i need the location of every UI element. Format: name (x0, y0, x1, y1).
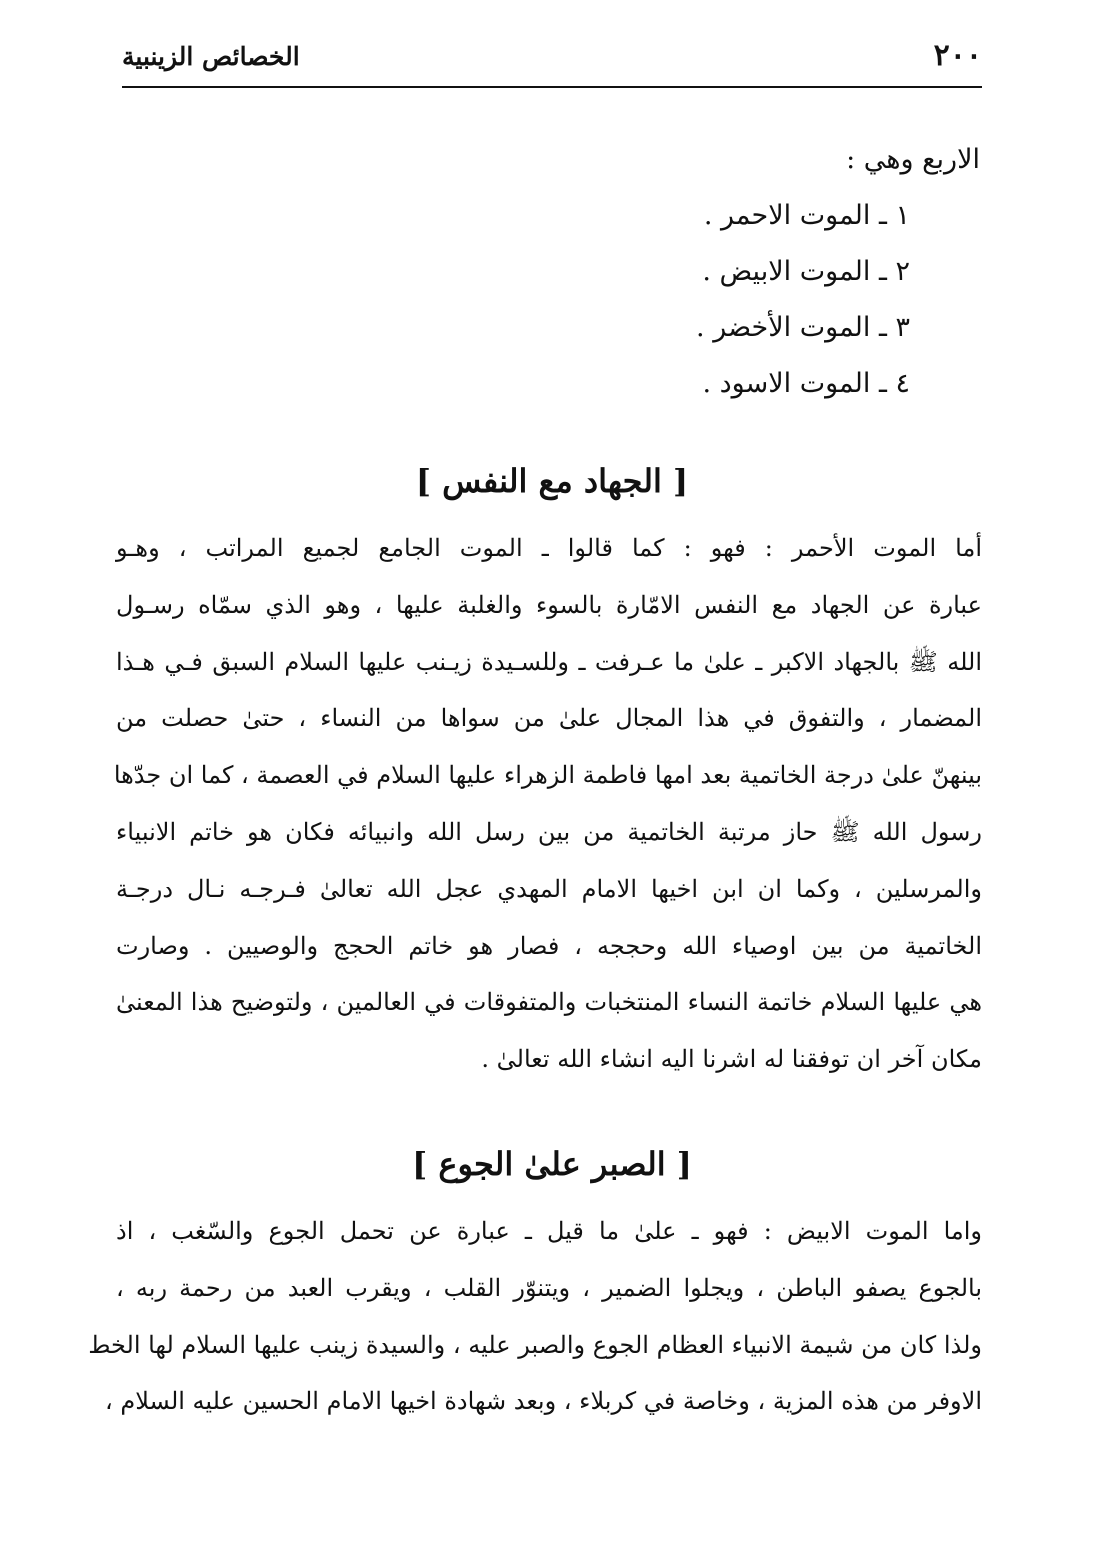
section-heading-jihad: [ الجهاد مع النفس ] (415, 462, 689, 500)
text-line: هي عليها السلام خاتمة النساء المنتخبات والمتفوقات في العالمين ، ولتوضيح هذا المعنىٰ (116, 988, 982, 1017)
list-item: ٤ ـ الموت الاسود . (702, 368, 910, 399)
header-rule (122, 86, 982, 88)
paragraph-patience (88, 1203, 982, 1430)
intro-block (120, 132, 980, 412)
death-types-list (120, 188, 980, 412)
text-line: الخاتمية من بين اوصياء الله وحججه ، فصار هو خاتم الحجج والوصيين . وصارت (116, 931, 982, 960)
text-line: واما الموت الابيض : فهو ـ علىٰ ما قيل ـ عبارة عن تحمل الجوع والسّغب ، اذ (116, 1217, 982, 1245)
text-line: بالجوع يصفو الباطن ، ويجلوا الضمير ، ويتنوّر القلب ، ويقرب العبد من رحمة ربه ، (116, 1273, 982, 1302)
running-title: الخصائص الزينبية (122, 42, 300, 71)
page-number: ٢٠٠ (933, 38, 982, 73)
text-line: أما الموت الأحمر : فهو : كما قالوا ـ الموت الجامع لجميع المراتب ، وهـو (116, 534, 982, 562)
list-item: ١ ـ الموت الاحمر . (703, 200, 910, 231)
text-line: ولذا كان من شيمة الانبياء العظام الجوع والصبر عليه ، والسيدة زينب عليها السلام لها الخط (88, 1330, 982, 1359)
page-header (122, 36, 982, 84)
text-line: مكان آخر ان توفقنا له اشرنا اليه انشاء الله تعالىٰ . (481, 1045, 982, 1074)
text-line: الاوفر من هذه المزية ، وخاصة في كربلاء ، وبعد شهادة اخيها الامام الحسين عليه السلام ، (104, 1387, 982, 1416)
text-line: عبارة عن الجهاد مع النفس الامّارة بالسوء والغلبة عليها ، وهو الذي سمّاه رسـول (116, 590, 982, 619)
text-line: والمرسلين ، وكما ان ابن اخيها الامام المهدي عجل الله تعالىٰ فـرجـه نـال درجـة (116, 874, 982, 903)
text-line: بينهنّ علىٰ درجة الخاتمية بعد امها فاطمة الزهراء عليها السلام في العصمة ، كما ان جدّها (113, 761, 982, 790)
section-heading-patience: [ الصبر علىٰ الجوع ] (412, 1145, 692, 1183)
text-line: الله ﷺ بالجهاد الاكبر ـ علىٰ ما عـرفت ـ وللسـيدة زيـنب عليها السلام السبق فـي هـذا (116, 647, 982, 676)
intro-lead: الاربع وهي : (846, 144, 980, 175)
list-item: ٣ ـ الموت الأخضر . (696, 312, 910, 343)
text-line: المضمار ، والتفوق في هذا المجال علىٰ من سواها من النساء ، حتىٰ حصلت من (116, 704, 982, 733)
text-line: رسول الله ﷺ حاز مرتبة الخاتمية من بين رسل الله وانبيائه فكان هو خاتم الانبياء (116, 817, 982, 846)
list-item: ٢ ـ الموت الابيض . (702, 256, 910, 287)
paragraph-jihad (113, 520, 982, 1088)
